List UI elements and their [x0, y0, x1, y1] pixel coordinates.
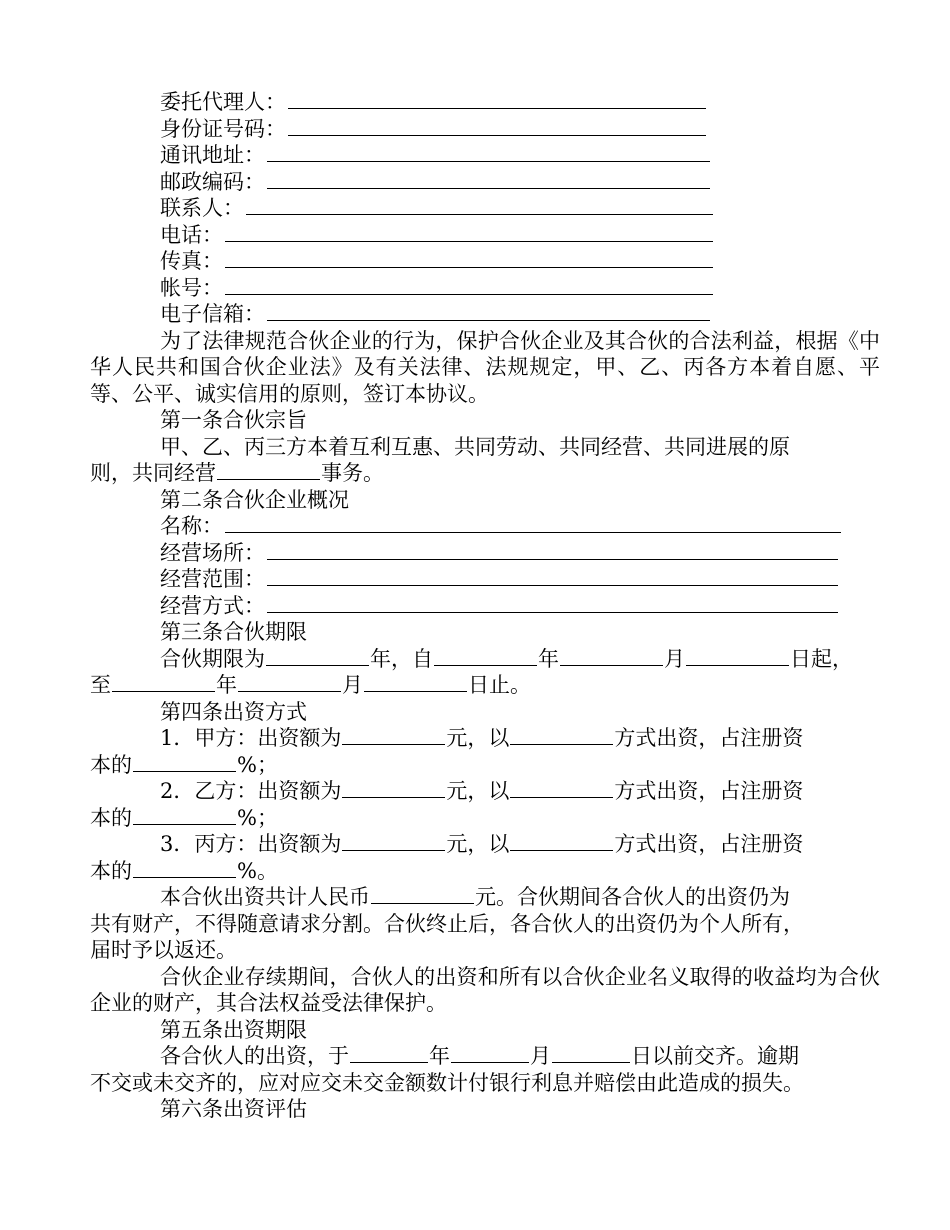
fill-blank [288, 117, 706, 136]
agent-field-row [90, 89, 880, 116]
article-text: 年 [538, 646, 559, 671]
article-text: %。 [237, 858, 278, 883]
article-text: 日止。 [468, 673, 531, 697]
fill-blank [510, 779, 613, 798]
fill-blank [246, 196, 713, 215]
fill-blank [133, 806, 236, 825]
fill-blank [342, 832, 445, 851]
article-text: 不交或未交齐的，应对应交未交金额数计付银行利息并赔偿由此造成的损失。 [90, 1070, 804, 1095]
party-contribution-line [90, 778, 880, 805]
enterprise-field-row [90, 540, 880, 567]
article-text-line [90, 434, 880, 461]
article-title: 第六条出资评估 [160, 1097, 307, 1121]
fill-blank [434, 647, 537, 666]
fill-blank [225, 514, 841, 533]
fill-blank [225, 223, 713, 242]
article-text: 本的 [90, 858, 132, 883]
party-number: 1．甲方： [160, 726, 258, 750]
field-label: 经营场所： [160, 540, 265, 565]
field-label: 身份证号码： [160, 116, 286, 141]
field-label: 电子信箱： [160, 302, 265, 326]
article-text: 元，以 [446, 832, 510, 856]
field-label: 传真： [160, 249, 223, 273]
article-text: 甲、乙、丙三方本着互利互惠、共同劳动、共同经营、共同进展的原 [160, 434, 790, 459]
article-text: 届时予以返还。 [90, 938, 237, 962]
article-text-line [90, 672, 880, 699]
agent-field-row [90, 301, 880, 328]
field-label: 邮政编码： [160, 169, 265, 194]
fill-blank [342, 726, 445, 745]
fill-blank [267, 302, 710, 321]
enterprise-field-row [90, 566, 880, 593]
article-title: 第一条合伙宗旨 [160, 408, 307, 432]
article-text: %； [237, 805, 278, 830]
fill-blank [267, 143, 710, 162]
article-text: 日以前交齐。逾期 [631, 1044, 799, 1068]
agent-field-row [90, 248, 880, 275]
article-text: 共有财产，不得随意请求分割。合伙终止后，各合伙人的出资仍为个人所有， [90, 911, 804, 936]
preamble-paragraph: 为了法律规范合伙企业的行为，保护合伙企业及其合伙的合法利益，根据《中华人民共和国合伙企业法》及有关法律、法规规定，甲、乙、丙各方本着自愿、平等、公平、诚实信用的原则，签订本协议。 [90, 328, 880, 406]
article-text: 年 [429, 1044, 450, 1068]
fill-blank [267, 541, 838, 560]
article-text: 各合伙人的出资，于 [160, 1044, 349, 1068]
article-text: 出资额为 [257, 779, 342, 803]
party-number: 2．乙方： [160, 779, 258, 803]
fill-blank [133, 859, 236, 878]
field-label: 经营范围： [160, 567, 265, 591]
article-text: 元。合伙期间各合伙人的出资仍为 [475, 885, 790, 909]
article-text: 方式出资，占注册资 [614, 726, 804, 750]
agent-field-row [90, 116, 880, 143]
field-label: 联系人： [160, 196, 244, 220]
article-text: 出资额为 [257, 832, 342, 856]
article-text: 月 [530, 1044, 551, 1068]
fill-blank [451, 1044, 529, 1063]
article-text-line [90, 884, 880, 911]
fill-blank [238, 673, 341, 692]
agent-field-row [90, 169, 880, 196]
article-text-line [90, 937, 880, 964]
field-label: 经营方式： [160, 593, 265, 618]
fill-blank [267, 567, 838, 586]
fill-blank [510, 726, 613, 745]
article-title: 第五条出资期限 [160, 1017, 307, 1042]
article-text: 元，以 [446, 779, 510, 803]
party-contribution-line [90, 858, 880, 885]
fill-blank [133, 753, 236, 772]
fill-blank [552, 1044, 630, 1063]
article-text: 出资额为 [257, 726, 342, 750]
agent-field-row [90, 222, 880, 249]
article-text: 合伙期限为 [160, 646, 265, 671]
article-text: 本的 [90, 805, 132, 830]
article-title: 第四条出资方式 [160, 699, 307, 724]
fill-blank [350, 1044, 428, 1063]
agent-field-row [90, 195, 880, 222]
enterprise-field-row [90, 513, 880, 540]
article-text: 本合伙出资共计人民币 [160, 885, 370, 909]
article-text-line [90, 1043, 880, 1070]
article-text: 本的 [90, 752, 132, 777]
article-text: 方式出资，占注册资 [614, 832, 804, 856]
article-text: 方式出资，占注册资 [614, 779, 804, 803]
article-title: 第二条合伙企业概况 [160, 487, 349, 512]
fill-blank [342, 779, 445, 798]
contract-page [90, 89, 880, 1123]
fill-blank [267, 170, 710, 189]
party-contribution-line [90, 805, 880, 832]
agent-field-row [90, 275, 880, 302]
article-text: 月 [664, 646, 685, 671]
article-text-line [90, 460, 880, 487]
fill-blank [510, 832, 613, 851]
party-contribution-line [90, 752, 880, 779]
fill-blank [225, 276, 713, 295]
fill-blank [371, 885, 474, 904]
field-label: 帐号： [160, 275, 223, 300]
party-number: 3．丙方： [160, 832, 258, 856]
article-title: 第三条合伙期限 [160, 620, 307, 644]
article-text-line [90, 1070, 880, 1097]
article-text: 事务。 [321, 461, 384, 485]
field-label: 委托代理人： [160, 90, 286, 114]
fill-blank [266, 647, 369, 666]
agent-field-row [90, 142, 880, 169]
fill-blank [267, 594, 838, 613]
article-text: 至 [90, 673, 111, 697]
party-contribution-line [90, 725, 880, 752]
article-text: 日起， [790, 646, 853, 671]
fill-blank [560, 647, 663, 666]
article-text: 则，共同经营 [90, 461, 216, 485]
fill-blank [225, 249, 713, 268]
article-text: 年，自 [370, 646, 433, 671]
article-text: 元，以 [446, 726, 510, 750]
article-text-line [90, 911, 880, 938]
article-text-line [90, 646, 880, 673]
fill-blank [112, 673, 215, 692]
party-contribution-line [90, 831, 880, 858]
field-label: 通讯地址： [160, 143, 265, 167]
fill-blank [686, 647, 789, 666]
fill-blank [288, 90, 706, 109]
field-label: 电话： [160, 222, 223, 247]
field-label: 名称： [160, 514, 223, 538]
enterprise-field-row [90, 593, 880, 620]
fill-blank [217, 461, 320, 480]
property-paragraph: 合伙企业存续期间，合伙人的出资和所有以合伙企业名义取得的收益均为合伙企业的财产，其合法权益受法律保护。 [90, 964, 880, 1015]
article-text: 月 [342, 673, 363, 697]
fill-blank [364, 673, 467, 692]
article-text: 年 [216, 673, 237, 697]
article-text: %； [237, 752, 278, 777]
